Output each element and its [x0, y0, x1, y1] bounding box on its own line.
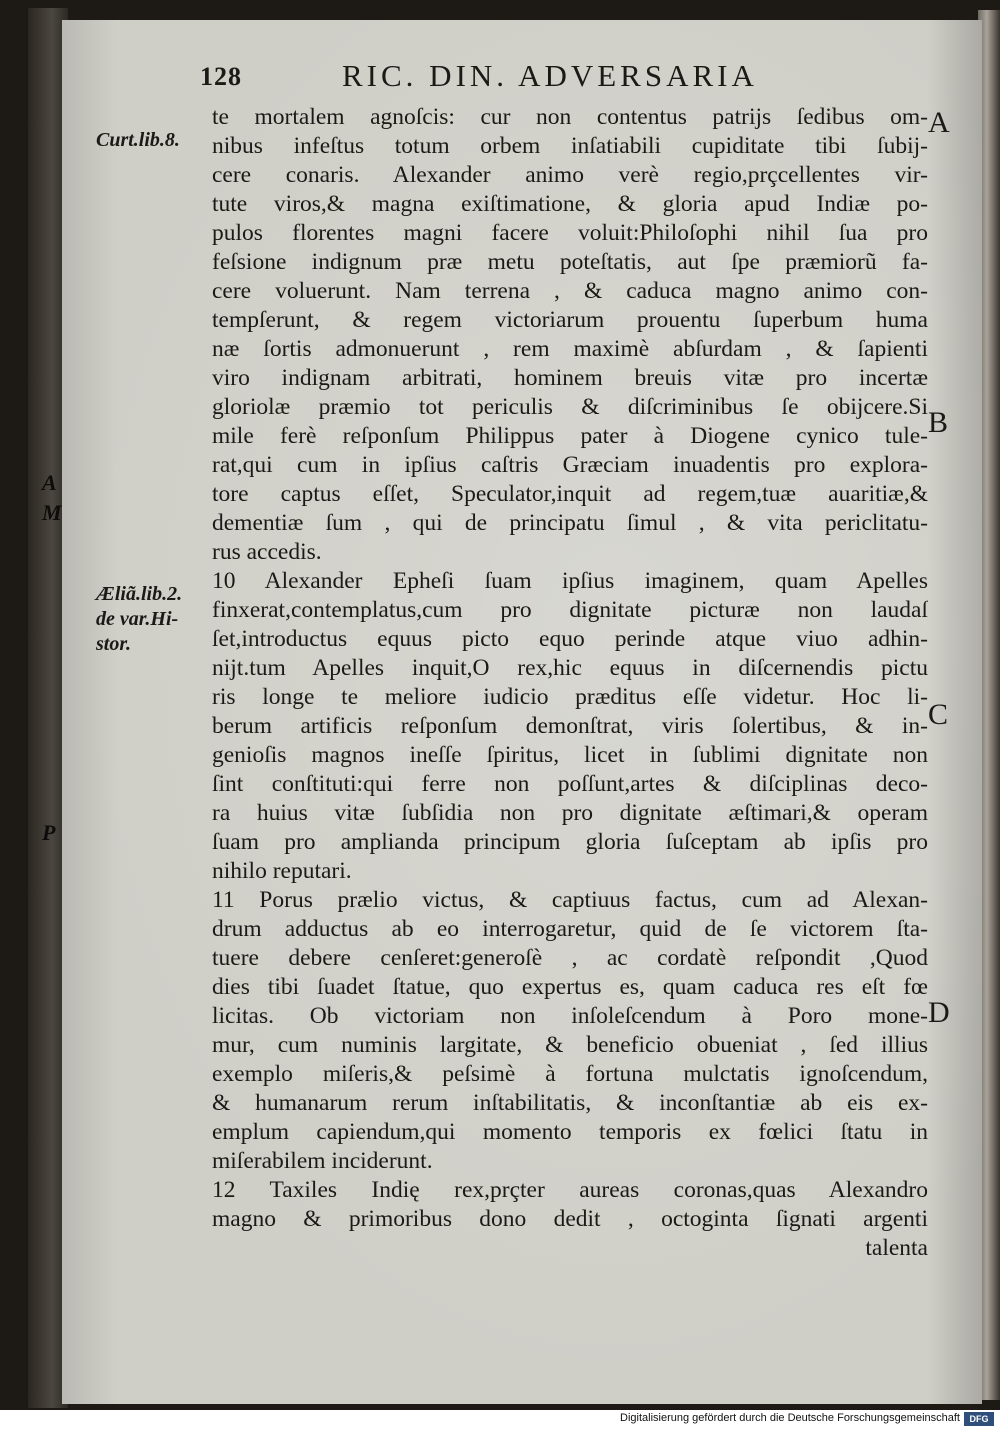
text-line: næ ſortis admonuerunt , rem maximè abſurdam , & ſapienti [212, 336, 928, 362]
margin-note-line: de var.Hi- [96, 608, 179, 630]
text-line: licitas. Ob victoriam non inſoleſcendum à Poro mone- [212, 1003, 928, 1029]
margin-note-line: stor. [96, 633, 132, 655]
body-text [212, 103, 928, 1263]
text-line: nijt.tum Apelles inquit,O rex,hic equus in diſcernendis pictu [212, 655, 928, 681]
text-line: genioſis magnos ineſſe ſpiritus, licet in ſublimi dignitate non [212, 742, 928, 768]
paragraph-start-line: 12 Taxiles Indię rex,prçter aureas coronas,quas Alexandro [212, 1177, 928, 1203]
text-line: emplum capiendum,qui momento temporis ex fœlici ſtatu in [212, 1119, 928, 1145]
text-line: tuere debere cenſeret:generoſè , ac cordatè reſpondit ,Quod [212, 945, 928, 971]
dfg-logo: DFG [964, 1412, 994, 1426]
text-line: ra huius vitæ ſubſidia non pro dignitate æſtimari,& operam [212, 800, 928, 826]
text-line: mur, cum numinis largitate, & beneficio obueniat , ſed illius [212, 1032, 928, 1058]
running-title: RIC. DIN. ADVERSARIA [342, 58, 758, 93]
text-line: & humanarum rerum inſtabilitatis, & inconſtantiæ ab eis ex- [212, 1090, 928, 1116]
text-line: nihilo reputari. [212, 858, 352, 884]
text-line: drum adductus ab eo interrogaretur, quid de ſe victorem ſta- [212, 916, 928, 942]
text-line: tute viros,& magna exiſtimatione, & gloria apud Indiæ po- [212, 191, 928, 217]
text-line: ſuam pro amplianda principum gloria ſuſceptam ab ipſis pro [212, 829, 928, 855]
text-line: tore captus eſſet, Speculator,inquit ad regem,tuæ auaritiæ,& [212, 481, 928, 507]
text-line: exemplo miſeris,& peſsimè à fortuna mulctatis ignoſcendum, [212, 1061, 928, 1087]
text-line: berum artificis reſponſum demonſtrat, viris ſolertibus, & in- [212, 713, 928, 739]
text-line: finxerat,contemplatus,cum pro dignitate picturæ non laudaſ [212, 597, 928, 623]
page-header [200, 58, 840, 98]
paragraph-start-line: 11 Porus prælio victus, & captiuus factus, cum ad Alexan- [212, 887, 928, 913]
text-line: dementiæ ſum , qui de principatu ſimul , & vita periclitatu- [212, 510, 928, 536]
text-line: rus accedis. [212, 539, 322, 565]
section-letter-b: B [928, 406, 949, 439]
previous-page-fragment: A [42, 470, 57, 495]
text-line: viro indignam arbitrati, hominem breuis vitæ pro incertæ [212, 365, 928, 391]
text-line: ſint conſtituti:qui ferre non poſſunt,artes & diſciplinas deco- [212, 771, 928, 797]
section-letter-a: A [928, 106, 950, 139]
margin-note-aelian [96, 582, 182, 657]
text-line: ris longe te meliore iudicio præditus eſſe videtur. Hoc li- [212, 684, 928, 710]
footer-bar [0, 1410, 1000, 1429]
margin-note-line: Curt.lib.8. [96, 129, 180, 151]
catchword: talenta [865, 1235, 928, 1261]
text-line: feſsione indignum præ metu poteſtatis, aut ſpe præmiorũ fa- [212, 249, 928, 275]
funding-notice: Digitalisierung gefördert durch die Deutsche Forschungsgemeinschaft [620, 1412, 960, 1424]
paragraph-start-line: 10 Alexander Epheſi ſuam ipſius imaginem, quam Apelles [212, 568, 928, 594]
text-line: te mortalem agnoſcis: cur non contentus patrijs ſedibus om- [212, 104, 928, 130]
text-line: cere voluerunt. Nam terrena , & caduca magno animo con- [212, 278, 928, 304]
text-line: nibus infeſtus totum orbem inſatiabili cupiditate tibi ſubij- [212, 133, 928, 159]
page-number: 128 [200, 62, 242, 91]
text-line: miſerabilem inciderunt. [212, 1148, 433, 1174]
text-line: gloriolæ præmio tot periculis & diſcriminibus ſe obijcere.Si [212, 394, 928, 420]
section-letter-d: D [928, 996, 950, 1029]
text-line: mile ferè reſponſum Philippus pater à Diogene cynico tule- [212, 423, 928, 449]
previous-page-fragment: P [42, 820, 56, 845]
text-line: dies tibi ſuadet ſtatue, quo expertus es, quam caduca res eſt fœ [212, 974, 928, 1000]
text-line: ſet,introductus equus picto equo perinde atque viuo adhin- [212, 626, 928, 652]
text-line: pulos florentes magni facere voluit:Philoſophi nihil ſua pro [212, 220, 928, 246]
margin-note-curtius [96, 128, 180, 153]
section-letter-c: C [928, 698, 949, 731]
text-line: tempſerunt, & regem victoriarum prouentu ſuperbum huma [212, 307, 928, 333]
text-line: cere conaris. Alexander animo verè regio,prçcellentes vir- [212, 162, 928, 188]
text-line: magno & primoribus dono dedit , octoginta ſignati argenti [212, 1206, 928, 1232]
margin-note-line: Æliã.lib.2. [96, 583, 183, 605]
text-line: rat,qui cum in ipſius caſtris Græciam inuadentis pro explora- [212, 452, 928, 478]
previous-page-fragment: M [42, 500, 62, 525]
